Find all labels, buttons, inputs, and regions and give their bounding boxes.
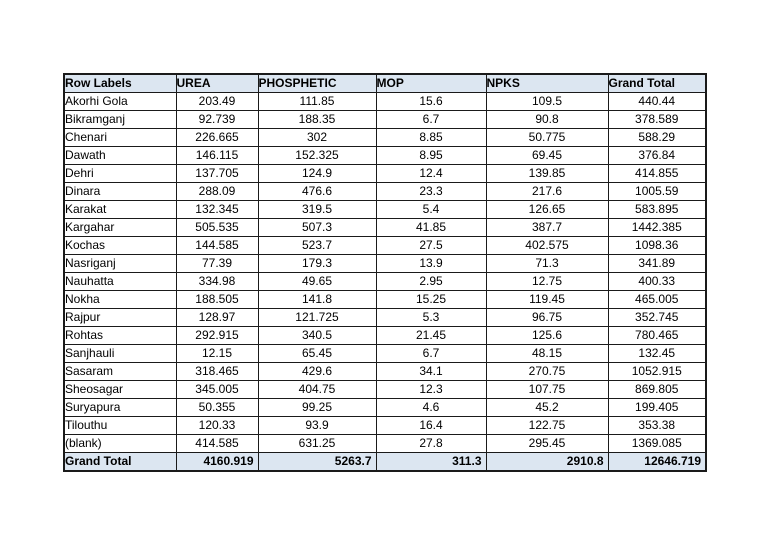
value-cell: 77.39 (176, 255, 258, 273)
grand-total-label: Grand Total (64, 453, 176, 472)
value-cell: 292.915 (176, 327, 258, 345)
value-cell: 132.45 (608, 345, 706, 363)
table-row (64, 219, 706, 237)
value-cell: 6.7 (376, 345, 486, 363)
row-label-cell: Bikramganj (64, 111, 176, 129)
value-cell: 50.355 (176, 399, 258, 417)
row-label-cell: Kochas (64, 237, 176, 255)
value-cell: 139.85 (486, 165, 608, 183)
value-cell: 378.589 (608, 111, 706, 129)
table-row (64, 201, 706, 219)
value-cell: 1369.085 (608, 435, 706, 453)
value-cell: 353.38 (608, 417, 706, 435)
value-cell: 119.45 (486, 291, 608, 309)
value-cell: 1098.36 (608, 237, 706, 255)
column-header-phosphetic: PHOSPHETIC (258, 74, 376, 93)
value-cell: 319.5 (258, 201, 376, 219)
value-cell: 5.3 (376, 309, 486, 327)
value-cell: 295.45 (486, 435, 608, 453)
value-cell: 414.585 (176, 435, 258, 453)
value-cell: 4.6 (376, 399, 486, 417)
row-label-cell: Sanjhauli (64, 345, 176, 363)
value-cell: 8.95 (376, 147, 486, 165)
value-cell: 93.9 (258, 417, 376, 435)
value-cell: 334.98 (176, 273, 258, 291)
value-cell: 414.855 (608, 165, 706, 183)
value-cell: 387.7 (486, 219, 608, 237)
value-cell: 12.75 (486, 273, 608, 291)
value-cell: 128.97 (176, 309, 258, 327)
value-cell: 126.65 (486, 201, 608, 219)
value-cell: 121.725 (258, 309, 376, 327)
value-cell: 188.35 (258, 111, 376, 129)
row-label-cell: Sheosagar (64, 381, 176, 399)
value-cell: 124.9 (258, 165, 376, 183)
value-cell: 376.84 (608, 147, 706, 165)
row-label-cell: Dehri (64, 165, 176, 183)
value-cell: 352.745 (608, 309, 706, 327)
row-label-cell: Nauhatta (64, 273, 176, 291)
value-cell: 523.7 (258, 237, 376, 255)
value-cell: 146.115 (176, 147, 258, 165)
value-cell: 8.85 (376, 129, 486, 147)
value-cell: 2.95 (376, 273, 486, 291)
value-cell: 141.8 (258, 291, 376, 309)
grand-total-mop: 311.3 (376, 453, 486, 472)
table-row (64, 417, 706, 435)
value-cell: 120.33 (176, 417, 258, 435)
table-row (64, 381, 706, 399)
value-cell: 869.805 (608, 381, 706, 399)
row-label-cell: Tilouthu (64, 417, 176, 435)
grand-total-npks: 2910.8 (486, 453, 608, 472)
table-row (64, 399, 706, 417)
value-cell: 137.705 (176, 165, 258, 183)
column-header-row-labels: Row Labels (64, 74, 176, 93)
value-cell: 400.33 (608, 273, 706, 291)
value-cell: 90.8 (486, 111, 608, 129)
value-cell: 583.895 (608, 201, 706, 219)
column-header-mop: MOP (376, 74, 486, 93)
value-cell: 111.85 (258, 93, 376, 111)
value-cell: 27.5 (376, 237, 486, 255)
value-cell: 144.585 (176, 237, 258, 255)
value-cell: 341.89 (608, 255, 706, 273)
value-cell: 48.15 (486, 345, 608, 363)
value-cell: 15.6 (376, 93, 486, 111)
row-label-cell: Karakat (64, 201, 176, 219)
value-cell: 505.535 (176, 219, 258, 237)
table-row (64, 309, 706, 327)
value-cell: 203.49 (176, 93, 258, 111)
grand-total-grand-total: 12646.719 (608, 453, 706, 472)
value-cell: 45.2 (486, 399, 608, 417)
table-row (64, 345, 706, 363)
value-cell: 631.25 (258, 435, 376, 453)
value-cell: 476.6 (258, 183, 376, 201)
value-cell: 12.4 (376, 165, 486, 183)
table-body (64, 93, 706, 453)
value-cell: 1005.59 (608, 183, 706, 201)
table-row (64, 165, 706, 183)
table-row (64, 363, 706, 381)
value-cell: 179.3 (258, 255, 376, 273)
value-cell: 96.75 (486, 309, 608, 327)
table-row (64, 111, 706, 129)
table-row (64, 237, 706, 255)
value-cell: 345.005 (176, 381, 258, 399)
row-label-cell: (blank) (64, 435, 176, 453)
value-cell: 13.9 (376, 255, 486, 273)
value-cell: 5.4 (376, 201, 486, 219)
value-cell: 588.29 (608, 129, 706, 147)
value-cell: 318.465 (176, 363, 258, 381)
row-label-cell: Akorhi Gola (64, 93, 176, 111)
table-row (64, 273, 706, 291)
value-cell: 92.739 (176, 111, 258, 129)
value-cell: 288.09 (176, 183, 258, 201)
row-label-cell: Kargahar (64, 219, 176, 237)
value-cell: 199.405 (608, 399, 706, 417)
value-cell: 65.45 (258, 345, 376, 363)
row-label-cell: Nasriganj (64, 255, 176, 273)
table-footer (64, 453, 706, 472)
table-row (64, 291, 706, 309)
value-cell: 340.5 (258, 327, 376, 345)
row-label-cell: Suryapura (64, 399, 176, 417)
table-row (64, 147, 706, 165)
value-cell: 49.65 (258, 273, 376, 291)
value-cell: 226.665 (176, 129, 258, 147)
value-cell: 122.75 (486, 417, 608, 435)
value-cell: 507.3 (258, 219, 376, 237)
value-cell: 402.575 (486, 237, 608, 255)
value-cell: 1442.385 (608, 219, 706, 237)
value-cell: 6.7 (376, 111, 486, 129)
header-row (64, 74, 706, 93)
row-label-cell: Rohtas (64, 327, 176, 345)
table-header (64, 74, 706, 93)
column-header-grand-total: Grand Total (608, 74, 706, 93)
value-cell: 217.6 (486, 183, 608, 201)
value-cell: 41.85 (376, 219, 486, 237)
row-label-cell: Rajpur (64, 309, 176, 327)
value-cell: 27.8 (376, 435, 486, 453)
value-cell: 109.5 (486, 93, 608, 111)
value-cell: 404.75 (258, 381, 376, 399)
row-label-cell: Dawath (64, 147, 176, 165)
row-label-cell: Sasaram (64, 363, 176, 381)
table-row (64, 129, 706, 147)
column-header-npks: NPKS (486, 74, 608, 93)
row-label-cell: Dinara (64, 183, 176, 201)
pivot-table (63, 73, 707, 472)
row-label-cell: Chenari (64, 129, 176, 147)
value-cell: 132.345 (176, 201, 258, 219)
value-cell: 16.4 (376, 417, 486, 435)
value-cell: 12.3 (376, 381, 486, 399)
table-row (64, 255, 706, 273)
value-cell: 440.44 (608, 93, 706, 111)
column-header-urea: UREA (176, 74, 258, 93)
table-row (64, 183, 706, 201)
value-cell: 23.3 (376, 183, 486, 201)
table-row (64, 435, 706, 453)
value-cell: 152.325 (258, 147, 376, 165)
value-cell: 1052.915 (608, 363, 706, 381)
grand-total-urea: 4160.919 (176, 453, 258, 472)
value-cell: 465.005 (608, 291, 706, 309)
table-row (64, 93, 706, 111)
value-cell: 34.1 (376, 363, 486, 381)
value-cell: 21.45 (376, 327, 486, 345)
value-cell: 780.465 (608, 327, 706, 345)
value-cell: 188.505 (176, 291, 258, 309)
value-cell: 99.25 (258, 399, 376, 417)
grand-total-row (64, 453, 706, 472)
value-cell: 270.75 (486, 363, 608, 381)
value-cell: 302 (258, 129, 376, 147)
value-cell: 429.6 (258, 363, 376, 381)
value-cell: 71.3 (486, 255, 608, 273)
value-cell: 69.45 (486, 147, 608, 165)
value-cell: 50.775 (486, 129, 608, 147)
value-cell: 12.15 (176, 345, 258, 363)
table-row (64, 327, 706, 345)
value-cell: 107.75 (486, 381, 608, 399)
value-cell: 15.25 (376, 291, 486, 309)
row-label-cell: Nokha (64, 291, 176, 309)
grand-total-phosphetic: 5263.7 (258, 453, 376, 472)
value-cell: 125.6 (486, 327, 608, 345)
